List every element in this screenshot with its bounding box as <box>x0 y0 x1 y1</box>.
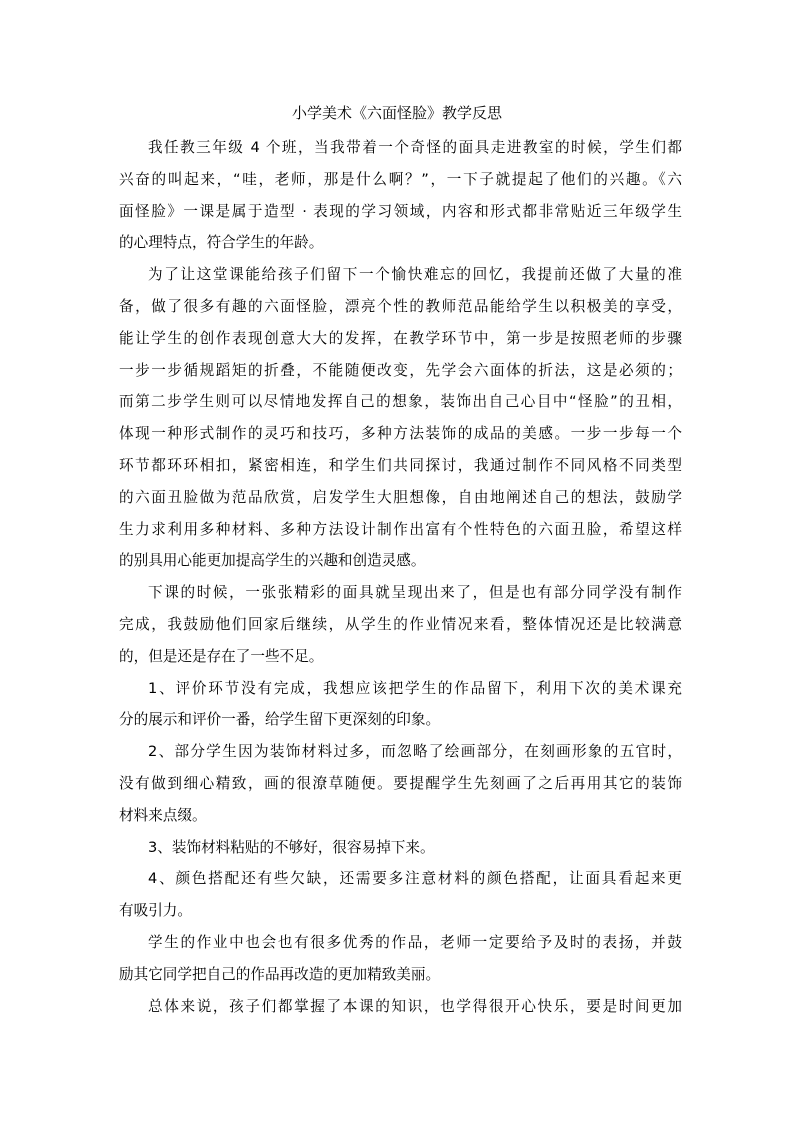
text-line: 完成，我鼓励他们回家后继续，从学生的作业情况来看，整体情况还是比较满意 <box>119 615 682 633</box>
text-line: 我任教三年级 4 个班，当我带着一个奇怪的面具走进教室的时候，学生们都 <box>148 139 682 156</box>
text-line: 总体来说，孩子们都掌握了本课的知识，也学得很开心快乐，要是时间更加 <box>148 997 682 1015</box>
text-line: 励其它同学把自己的作品再改造的更加精致美丽。 <box>119 965 441 983</box>
text-line: 环节都环环相扣，紧密相连，和学生们共同探讨，我通过制作不同风格不同类型 <box>119 456 682 474</box>
text-line: 的六面丑脸做为范品欣赏，启发学生大胆想像，自由地阐述自己的想法，鼓励学 <box>119 488 682 506</box>
text-line: 兴奋的叫起来，“哇，老师，那是什么啊？”，一下子就提起了他们的兴趣。《六 <box>119 170 682 188</box>
text-line: 4、颜色搭配还有些欠缺，还需要多注意材料的颜色搭配，让面具看起来更 <box>148 870 682 888</box>
document-body <box>119 132 682 1022</box>
text-line: 生力求利用多种材料、多种方法设计制作出富有个性特色的六面丑脸，希望这样 <box>119 520 682 538</box>
text-line: 分的展示和评价一番，给学生留下更深刻的印象。 <box>119 711 441 729</box>
text-line: 的别具用心能更加提高学生的兴趣和创造灵感。 <box>119 552 426 570</box>
text-line: 一步一步循规蹈矩的折叠，不能随便改变，先学会六面体的折法，这是必须的； <box>119 361 682 379</box>
text-line: 能让学生的创作表现创意大大的发挥，在教学环节中，第一步是按照老师的步骤 <box>119 329 682 347</box>
text-line: 为了让这堂课能给孩子们留下一个愉快难忘的回忆，我提前还做了大量的准 <box>148 266 682 284</box>
text-line: 1、评价环节没有完成，我想应该把学生的作品留下，利用下次的美术课充 <box>148 679 682 697</box>
text-line: 有吸引力。 <box>119 902 192 920</box>
text-line: 学生的作业中也会也有很多优秀的作品，老师一定要给予及时的表扬，并鼓 <box>148 933 682 951</box>
text-line: 面怪脸》一课是属于造型 · 表现的学习领域，内容和形式都非常贴近三年级学生 <box>119 202 682 220</box>
text-line: 没有做到细心精致，画的很潦草随便。要提醒学生先刻画了之后再用其它的装饰 <box>119 774 682 792</box>
document-title: 小学美术《六面怪脸》教学反思 <box>291 104 502 122</box>
text-line: 下课的时候，一张张精彩的面具就呈现出来了，但是也有部分同学没有制作 <box>148 584 682 602</box>
text-line: 3、装饰材料粘贴的不够好，很容易掉下来。 <box>148 838 435 856</box>
text-line: 备，做了很多有趣的六面怪脸，漂亮个性的教师范品能给学生以积极美的享受， <box>119 297 682 315</box>
text-line: 而第二步学生则可以尽情地发挥自己的想象，装饰出自己心目中“怪脸”的丑相， <box>119 393 682 411</box>
text-line: 材料来点缀。 <box>119 806 207 824</box>
text-line: 体现一种形式制作的灵巧和技巧，多种方法装饰的成品的美感。一步一步每一个 <box>119 425 682 443</box>
text-line: 的心理特点，符合学生的年龄。 <box>119 234 324 252</box>
text-line: 2、部分学生因为装饰材料过多，而忽略了绘画部分，在刻画形象的五官时， <box>148 743 682 761</box>
text-line: 的，但是还是存在了一些不足。 <box>119 647 324 665</box>
